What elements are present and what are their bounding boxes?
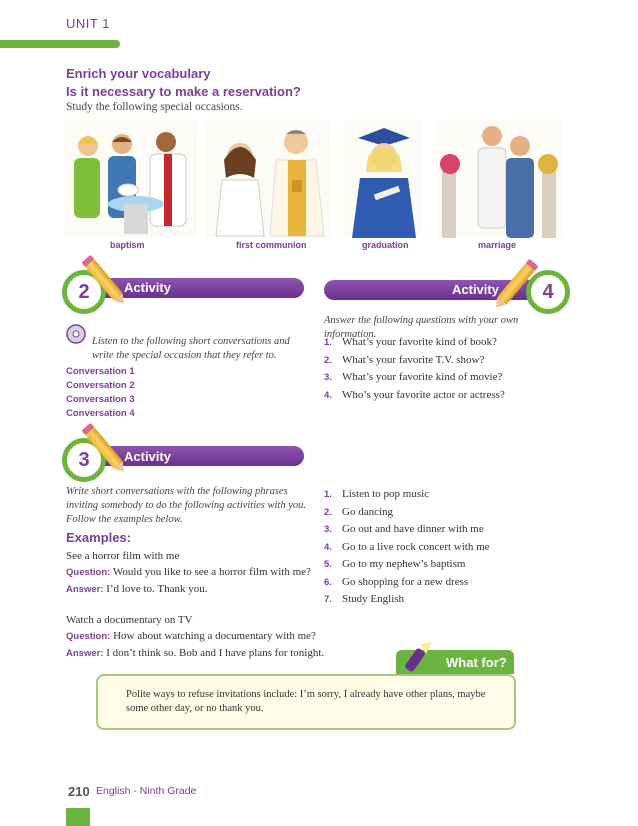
first-communion-illustration: [204, 120, 330, 238]
unit-label: UNIT 1: [66, 16, 110, 31]
flashlight-icon: [404, 640, 434, 674]
caption-first-communion: first communion: [236, 240, 307, 250]
list-item: 6. Go shopping for a new dress: [324, 575, 469, 588]
activity-3-title: Activity: [124, 449, 171, 464]
activity-3-number: 3: [62, 438, 106, 482]
page-number: 210: [68, 784, 90, 799]
list-item: 3. Go out and have dinner with me: [324, 523, 484, 535]
caption-marriage: marriage: [478, 240, 517, 250]
example-1-answer: Answer: I’d love to. Thank you.: [66, 583, 208, 595]
list-item: 7. Study English: [324, 593, 405, 605]
activity-3-phrases: [324, 486, 564, 609]
list-item: 4. Who’s your favorite actor or actress?: [324, 388, 505, 401]
section-title: Enrich your vocabulary: [66, 66, 211, 81]
list-item: 2. What’s your favorite T.V. show?: [324, 353, 485, 366]
activity-4-number: 4: [526, 270, 570, 314]
book-title: English - Ninth Grade: [96, 785, 197, 797]
activity-3-instructions: Write short conversations with the following phrases inviting somebody to do the following activities with you. Follow the examples below.: [66, 486, 307, 525]
conversation-2: Conversation 2: [66, 380, 135, 391]
unit-accent-bar: [0, 40, 120, 48]
conversation-4: Conversation 4: [66, 408, 135, 419]
example-2-question: Question: How about watching a documentary with me?: [66, 630, 316, 642]
list-item: 1. What’s your favorite kind of book?: [324, 336, 497, 348]
activity-4-title: Activity: [452, 282, 499, 297]
activity-2-instructions: Listen to the following short conversations and write the special occasion that they refer to.: [92, 336, 290, 361]
audio-cd-icon[interactable]: [66, 324, 86, 344]
list-item: 1. Listen to pop music: [324, 488, 430, 500]
section-subtitle: Is it necessary to make a reservation?: [66, 84, 301, 99]
graduation-illustration: [344, 120, 422, 238]
what-for-title: What for?: [446, 655, 507, 670]
list-item: 5. Go to my nephew’s baptism: [324, 558, 466, 570]
example-2-phrase: Watch a documentary on TV: [66, 614, 193, 626]
footer-accent: [66, 808, 90, 826]
caption-baptism: baptism: [110, 240, 145, 250]
baptism-illustration: [64, 120, 198, 238]
conversation-3: Conversation 3: [66, 394, 135, 405]
example-2-answer: Answer: I don’t think so. Bob and I have plans for tonight.: [66, 647, 325, 659]
activity-4-questions: [324, 334, 564, 404]
example-1-question: Question: Would you like to see a horror film with me?: [66, 566, 311, 578]
intro-text: Study the following special occasions.: [66, 101, 243, 113]
activity-4-instructions: Answer the following questions with your own information.: [324, 315, 519, 340]
activity-2-number: 2: [62, 270, 106, 314]
conversation-1: Conversation 1: [66, 366, 135, 377]
activity-2-title: Activity: [124, 280, 171, 295]
what-for-text: Polite ways to refuse invitations include: I’m sorry, I already have other plans, maybe some other day, or no thank you.: [126, 689, 486, 714]
examples-heading: Examples:: [66, 530, 132, 545]
list-item: 4. Go to a live rock concert with me: [324, 540, 490, 553]
example-1-phrase: See a horror film with me: [66, 550, 180, 562]
list-item: 3. What’s your favorite kind of movie?: [324, 371, 503, 383]
marriage-illustration: [436, 120, 562, 238]
list-item: 2. Go dancing: [324, 505, 394, 518]
caption-graduation: graduation: [362, 240, 409, 250]
